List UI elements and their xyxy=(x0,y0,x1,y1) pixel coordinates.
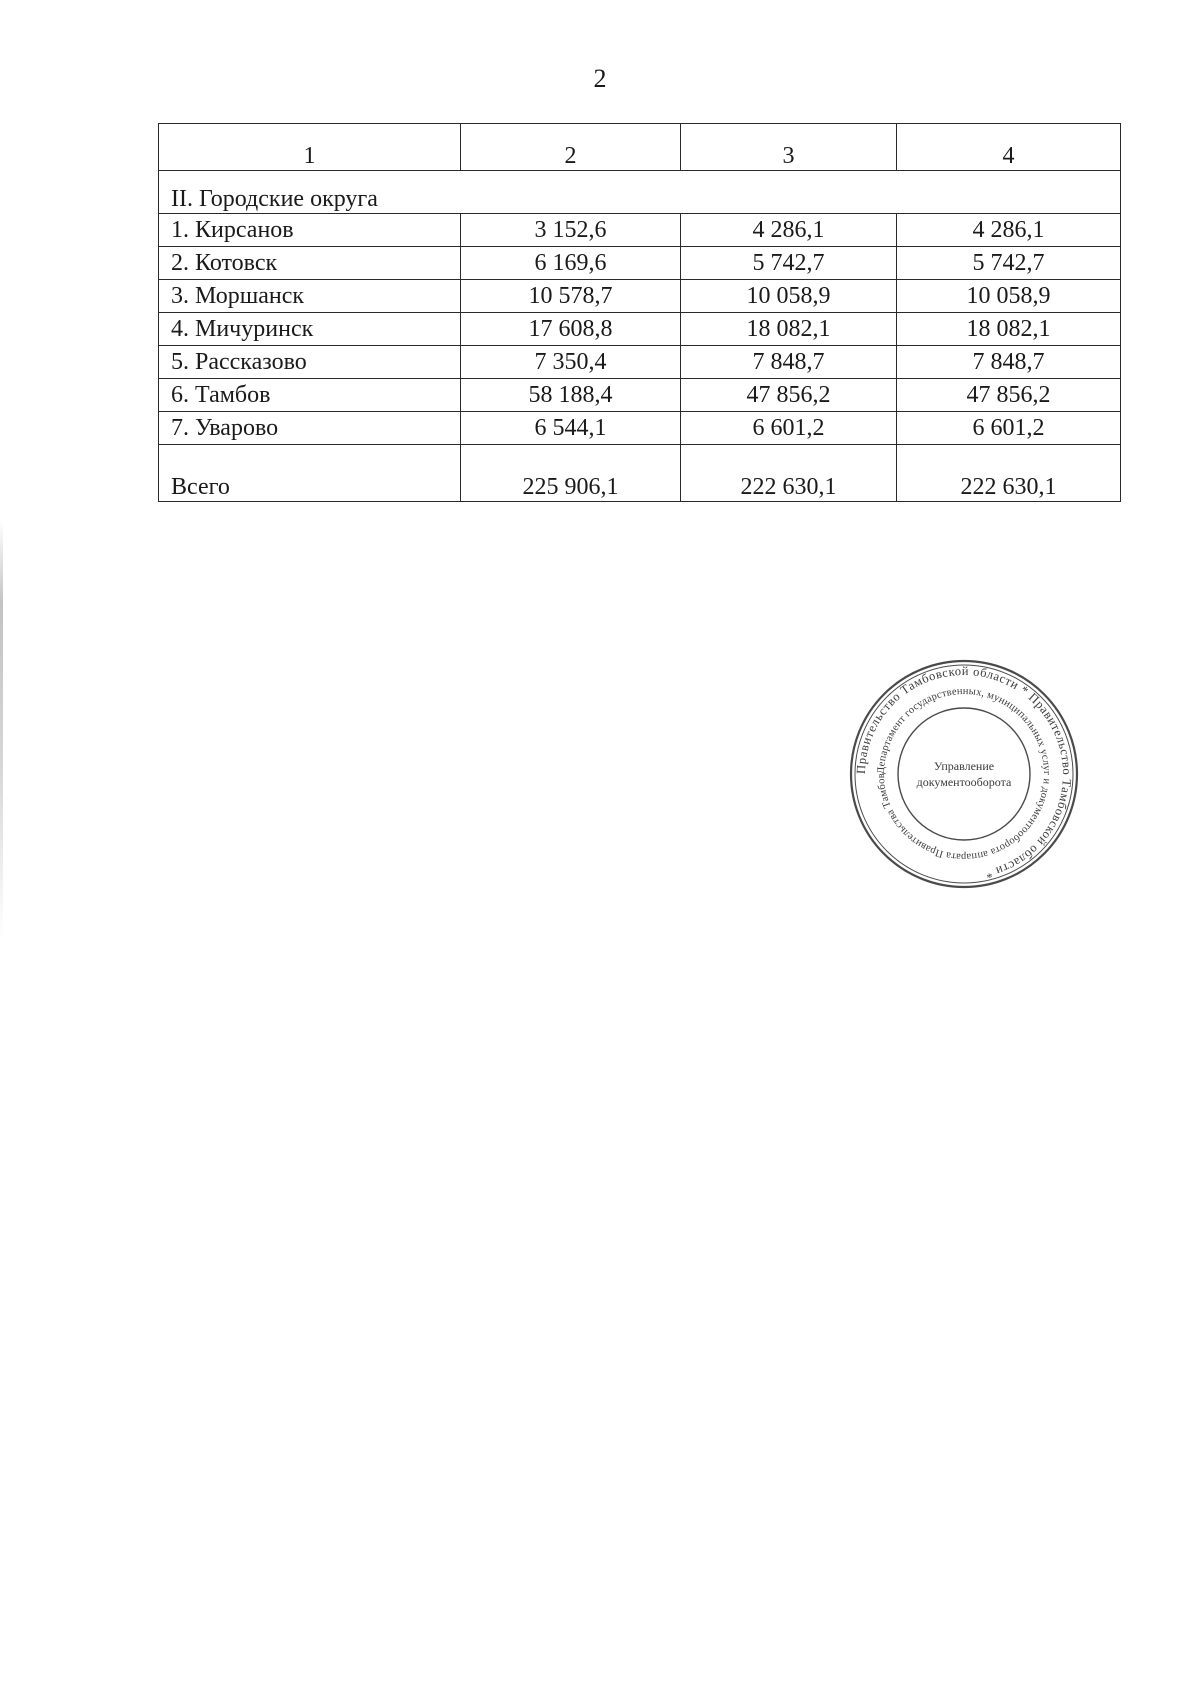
row-value: 47 856,2 xyxy=(681,379,897,412)
table-row xyxy=(159,379,1121,412)
row-value: 5 742,7 xyxy=(897,247,1121,280)
table-row xyxy=(159,280,1121,313)
row-value: 4 286,1 xyxy=(681,214,897,247)
row-value: 3 152,6 xyxy=(461,214,681,247)
row-name: 1. Кирсанов xyxy=(159,214,461,247)
official-stamp xyxy=(848,658,1080,890)
row-name: 7. Уварово xyxy=(159,412,461,445)
stamp-seal-icon xyxy=(848,658,1080,890)
row-value: 10 578,7 xyxy=(461,280,681,313)
row-value: 6 544,1 xyxy=(461,412,681,445)
row-value: 18 082,1 xyxy=(897,313,1121,346)
table-row xyxy=(159,247,1121,280)
row-value: 5 742,7 xyxy=(681,247,897,280)
row-value: 6 601,2 xyxy=(897,412,1121,445)
table-row xyxy=(159,412,1121,445)
row-value: 4 286,1 xyxy=(897,214,1121,247)
row-value: 6 169,6 xyxy=(461,247,681,280)
row-name: 3. Моршанск xyxy=(159,280,461,313)
row-value: 7 350,4 xyxy=(461,346,681,379)
header-cell: 2 xyxy=(461,124,681,171)
row-value: 6 601,2 xyxy=(681,412,897,445)
header-cell: 1 xyxy=(159,124,461,171)
table-row xyxy=(159,214,1121,247)
total-value: 222 630,1 xyxy=(897,445,1121,502)
row-name: 2. Котовск xyxy=(159,247,461,280)
header-cell: 4 xyxy=(897,124,1121,171)
row-value: 7 848,7 xyxy=(897,346,1121,379)
section-title: II. Городские округа xyxy=(159,171,1121,214)
row-name: 5. Рассказово xyxy=(159,346,461,379)
total-value: 222 630,1 xyxy=(681,445,897,502)
budget-table xyxy=(158,123,1121,502)
total-row xyxy=(159,445,1121,502)
stamp-center-line1: Управление xyxy=(933,759,995,773)
row-value: 58 188,4 xyxy=(461,379,681,412)
row-value: 17 608,8 xyxy=(461,313,681,346)
total-value: 225 906,1 xyxy=(461,445,681,502)
scan-edge-artifact xyxy=(0,520,3,940)
total-label: Всего xyxy=(159,445,461,502)
header-cell: 3 xyxy=(681,124,897,171)
row-value: 7 848,7 xyxy=(681,346,897,379)
stamp-inner-text: Департамент государственных, муниципальных услуг и документооборота аппарата Правительства Тамбов xyxy=(875,685,1053,863)
stamp-outer-text: Правительство Тамбовской области * Правительство Тамбовской области * xyxy=(853,663,1075,882)
table-header-row xyxy=(159,124,1121,171)
row-value: 47 856,2 xyxy=(897,379,1121,412)
page-number: 2 xyxy=(593,64,607,93)
row-name: 6. Тамбов xyxy=(159,379,461,412)
table-row xyxy=(159,346,1121,379)
row-value: 18 082,1 xyxy=(681,313,897,346)
row-value: 10 058,9 xyxy=(897,280,1121,313)
row-name: 4. Мичуринск xyxy=(159,313,461,346)
table-row xyxy=(159,313,1121,346)
row-value: 10 058,9 xyxy=(681,280,897,313)
stamp-center-line2: документооборота xyxy=(916,775,1012,789)
section-row xyxy=(159,171,1121,214)
